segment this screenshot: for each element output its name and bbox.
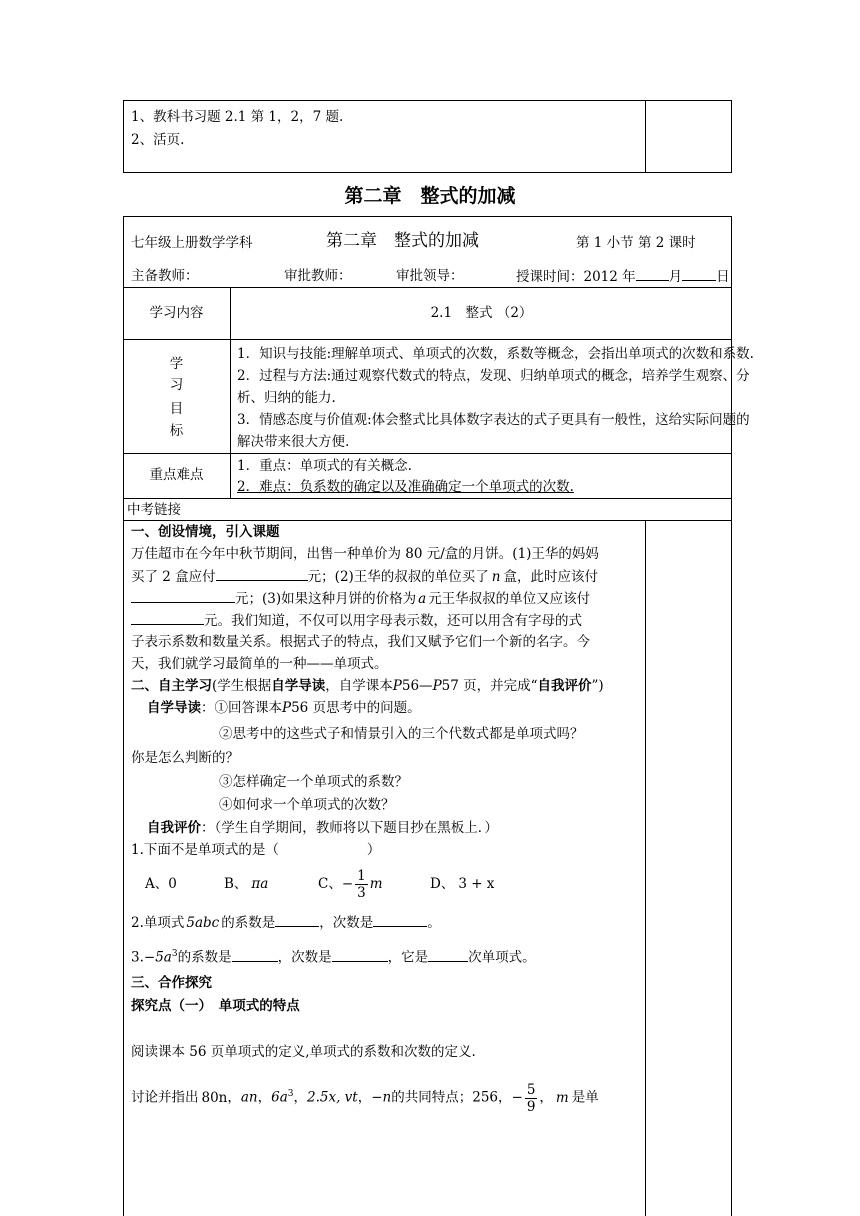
section1-line: 子表示系数和数量关系。根据式子的特点，我们又赋予它们一个新的名字。今	[131, 634, 590, 650]
explore-point-title: 探究点（一） 单项式的特点	[131, 998, 300, 1014]
homework-line-1: 1、教科书习题 2.1 第 1，2，7 题.	[131, 109, 344, 125]
section1-line: 万佳超市在今年中秋节期间，出售一种单价为 80 元/盒的月饼。(1)王华的妈妈	[131, 546, 599, 562]
subject-label: 七年级上册数学学科	[131, 235, 253, 251]
goals-label-char: 目	[169, 401, 184, 417]
row-line	[123, 520, 732, 521]
chapter-title: 第二章 整式的加减	[326, 231, 479, 251]
answer-blank	[428, 947, 468, 962]
key-point: 1．重点：单项式的有关概念.	[237, 458, 412, 474]
content-label: 学习内容	[149, 305, 204, 321]
day-blank	[682, 266, 716, 281]
goal-line: 析、归纳的能力.	[237, 390, 336, 406]
row-line	[123, 453, 732, 454]
chapter-heading: 第二章 整式的加减	[344, 185, 516, 207]
section1-line: 天，我们就学习最简单的一种——单项式。	[131, 656, 388, 672]
hard-point: 2．难点：负系数的确定以及准确确定一个单项式的次数.	[237, 479, 574, 495]
answer-blank	[131, 588, 235, 603]
answer-blank	[373, 912, 427, 927]
content-value: 2.1 整式 （2）	[430, 305, 533, 321]
fraction-one-third: $\frac{1}{3}$	[357, 868, 366, 901]
section3-title: 三、合作探究	[131, 975, 212, 991]
answer-blank	[275, 912, 319, 927]
answer-blank	[131, 610, 204, 625]
homework-line-2: 2、活页.	[131, 132, 185, 148]
teacher-label: 主备教师：	[131, 268, 199, 284]
reviewer-label: 审批教师：	[284, 268, 352, 284]
goals-label-char: 习	[169, 377, 184, 393]
answer-blank	[232, 947, 278, 962]
row-line	[123, 339, 732, 340]
goal-line: 3．情感态度与价值观:体会整式比具体数字表达的式子更具有一般性，这给实际问题的	[237, 412, 750, 428]
option-d: D、 3 + x	[430, 876, 495, 892]
guide-q2-cont: 你是怎么判断的？	[131, 750, 239, 766]
time-label: 授课时间：2012 年	[516, 269, 636, 285]
exam-link-label: 中考链接	[127, 502, 181, 518]
exercise-1: 1.下面不是单项式的是（ ）	[131, 842, 381, 858]
answer-blank	[216, 566, 308, 581]
difficulty-label: 重点难点	[149, 467, 204, 483]
goal-line: 2．过程与方法:通过观察代数式的特点，发现、归纳单项式的概念，培养学生观察、分	[237, 368, 750, 384]
section1-line: 元。我们知道，不仅可以用字母表示数，还可以用含有字母的式	[131, 610, 582, 631]
read-instruction: 阅读课本 56 页单项式的定义,单项式的系数和次数的定义.	[131, 1044, 476, 1060]
guide-q2: ②思考中的这些式子和情景引入的三个代数式都是单项式吗？	[219, 726, 584, 742]
option-c: C、− $\frac{1}{3}$ m	[318, 868, 383, 901]
month-blank	[636, 266, 669, 281]
goals-label-char: 标	[169, 423, 184, 439]
row-line	[123, 498, 732, 499]
fraction-five-ninths: $\frac{5}{9}$	[526, 1081, 536, 1115]
homework-box-divider	[645, 100, 646, 173]
section2-title: 二、自主学习(学生根据自学导读，自学课本P56—P57 页，并完成“自我评价”)	[131, 678, 604, 694]
option-b: B、 πa	[224, 876, 269, 892]
option-a: A、0	[145, 876, 177, 892]
day-label: 日	[716, 269, 730, 285]
goal-line: 解决带来很大方便.	[237, 434, 350, 450]
section1-line: 买了 2 盒应付 元；(2)王华的叔叔的单位买了 n 盒，此时应该付	[131, 566, 598, 587]
section-label: 第 1 小节 第 2 课时	[576, 235, 696, 251]
row-line	[123, 287, 732, 288]
leader-label: 审批领导：	[396, 268, 464, 284]
self-eval: 自我评价：（学生自学期间，教师将以下题目抄在黑板上．）	[147, 820, 498, 836]
exercise-2: 2.单项式 5abc 的系数是 ，次数是 。	[131, 912, 441, 933]
exercise-3: $3.-5a^3$的系数是 ，次数是 ，它是 次单项式。	[131, 944, 536, 968]
section1-title: 一、创设情境，引入课题	[131, 524, 280, 540]
answer-blank	[332, 947, 388, 962]
goal-line: 1．知识与技能:理解单项式、单项式的次数，系数等概念，会指出单项式的次数和系数.	[237, 346, 754, 362]
discussion-line: 讨论并指出 80n，an，$6a^3$，2.5x, vt，−n的共同特点；256，− $\frac{5}{9}$ ， m 是单	[131, 1081, 599, 1115]
lesson-time	[516, 266, 730, 287]
guide-q3: ③怎样确定一个单项式的系数？	[219, 774, 408, 790]
notes-column-line	[645, 520, 646, 1216]
guide-q1: 自学导读：①回答课本P56 页思考中的问题。	[147, 700, 421, 716]
section1-line: 元；(3)如果这种月饼的价格为 a 元王华叔叔的单位又应该付	[131, 588, 590, 609]
goals-label-char: 学	[169, 356, 184, 372]
month-label: 月	[668, 269, 683, 285]
guide-q4: ④如何求一个单项式的次数？	[219, 797, 395, 813]
